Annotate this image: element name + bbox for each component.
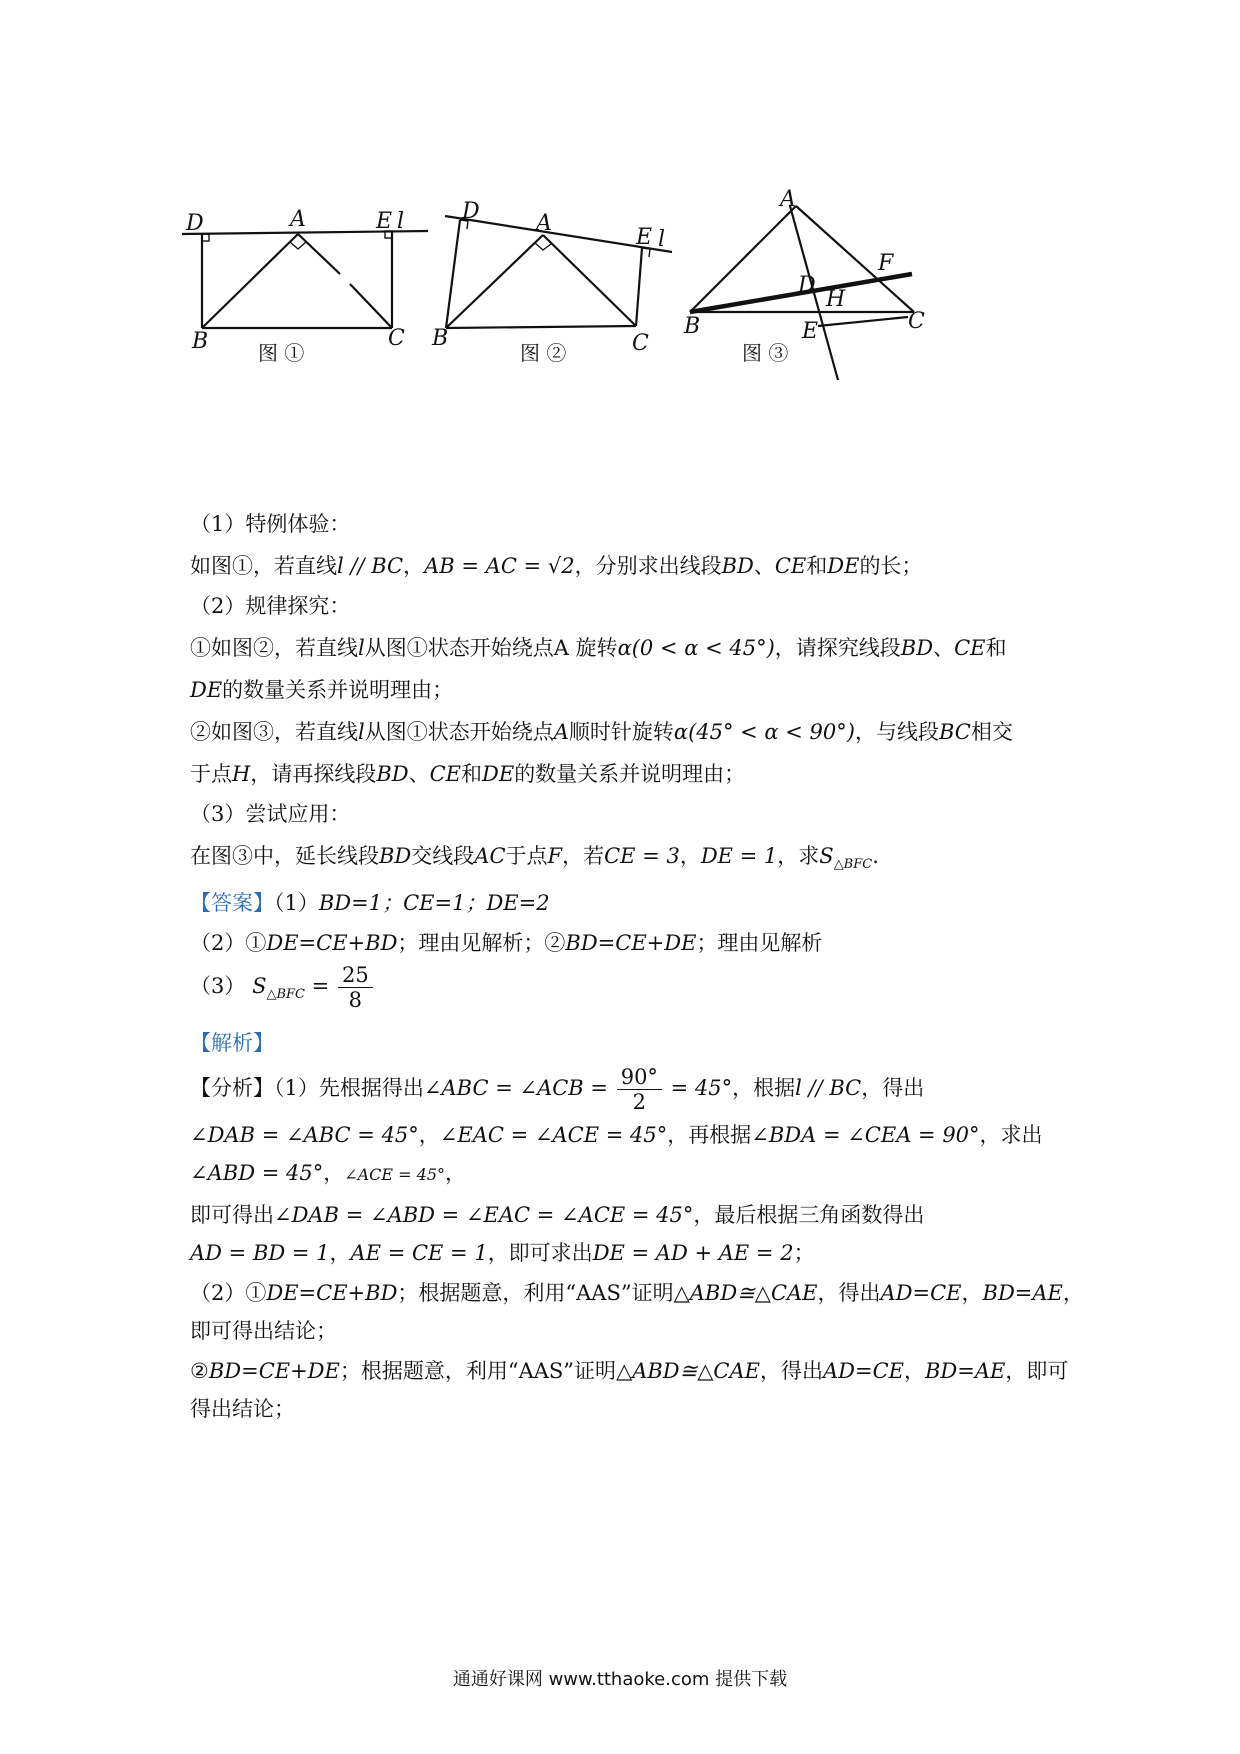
analysis-fraction: $\frac{90^\circ}{2}$ (617, 1065, 662, 1114)
analysis-line-6: （2）①DE=CE+BD；根据题意，利用“AAS”证明△ABD≅△CAE，得出AD=CE，BD=AE， (190, 1281, 1084, 1305)
answer-tag: 【答案】 (190, 891, 274, 915)
figure-1 (182, 231, 428, 328)
analysis-tag: 【解析】 (190, 1031, 274, 1055)
p1-statement: 如图①，若直线l // BC，AB = AC = √2，分别求出线段BD、CE和DE的长； (190, 554, 923, 578)
fig3-label-a: A (780, 187, 796, 212)
fig3-label-e: E (802, 319, 819, 344)
fig3-label-c: C (908, 309, 925, 334)
fig1-label-e: E (376, 209, 393, 234)
p2a-statement: ①如图②，若直线l从图①状态开始绕点A 旋转α(0 < α < 45°)，请探究线段BD、CE和 (190, 636, 1007, 660)
answer-3-fraction: $\frac{25}{8}$ (338, 963, 373, 1012)
fig1-caption: 图 ① (258, 341, 305, 365)
analysis-line-8: ②BD=CE+DE；根据题意，利用“AAS”证明△ABD≅△CAE，得出AD=CE，BD=AE，即可 (190, 1359, 1069, 1383)
analysis-line-5: AD = BD = 1，AE = CE = 1，即可求出DE = AD + AE = 2； (190, 1241, 815, 1265)
fig1-label-a: A (290, 207, 306, 232)
fig3-caption: 图 ③ (742, 341, 789, 365)
p2a-statement-cont: DE的数量关系并说明理由； (190, 678, 454, 702)
geometry-figures (186, 187, 1070, 450)
problem-text (190, 512, 1084, 1421)
fig2-label-e: E (636, 225, 653, 250)
answer-2: （2）①DE=CE+BD；理由见解析；②BD=CE+DE；理由见解析 (190, 931, 823, 955)
fig2-label-c: C (632, 331, 649, 356)
fig3-label-h: H (826, 287, 846, 312)
fig2-label-a: A (536, 211, 552, 236)
p2b-statement: ②如图③，若直线l从图①状态开始绕点A顺时针旋转α(45° < α < 90°)，与线段BC相交 (190, 720, 1013, 744)
fig3-label-f: F (878, 251, 894, 276)
fig2-label-b: B (432, 326, 449, 351)
figure-strip (186, 187, 1070, 450)
p3-title: （3）尝试应用： (190, 802, 351, 826)
fig3-label-b: B (684, 314, 701, 339)
p3-statement: 在图③中，延长线段BD交线段AC于点F，若CE = 3，DE = 1，求$S_{\triangle BFC}$. (190, 844, 879, 872)
fig1-label-d: D (186, 211, 204, 236)
fig2-label-d: D (462, 199, 480, 224)
analysis-line-9: 得出结论； (190, 1397, 295, 1421)
fig3-label-d: D (798, 273, 816, 298)
analysis-line-1: 【分析】（1）先根据得出∠ABC = ∠ACB = $\frac{90^\circ}{2}$ = 45°，根据l // BC，得出 (190, 1065, 925, 1114)
answer-1: 【答案】（1）BD=1；CE=1；DE=2 (190, 891, 550, 915)
answer-3: （3） $S_{\triangle BFC}$ = $\frac{25}{8}$ (190, 963, 1070, 1011)
fig1-label-l: l (397, 209, 405, 234)
fig2-label-l: l (658, 227, 666, 252)
fig2-caption: 图 ② (520, 341, 567, 365)
analysis-line-2: ∠DAB = ∠ABC = 45°，∠EAC = ∠ACE = 45°，再根据∠BDA = ∠CEA = 90°，求出 (190, 1123, 1043, 1147)
page-footer: 通通好课网 www.tthaoke.com 提供下载 (452, 1669, 788, 1690)
p2b-statement-cont: 于点H，请再探线段BD、CE和DE的数量关系并说明理由； (190, 762, 746, 786)
fig1-label-b: B (192, 329, 209, 354)
fig1-label-c: C (388, 326, 405, 351)
analysis-line-3: ∠ABD = 45°，∠ACE = 45°， (190, 1161, 467, 1185)
p1-title: （1）特例体验： (190, 512, 351, 536)
p2-title: （2）规律探究： (190, 594, 351, 618)
analysis-line-4: 即可得出∠DAB = ∠ABD = ∠EAC = ∠ACE = 45°，最后根据三角函数得出 (190, 1203, 925, 1227)
analysis-line-7: 即可得出结论； (190, 1319, 337, 1343)
